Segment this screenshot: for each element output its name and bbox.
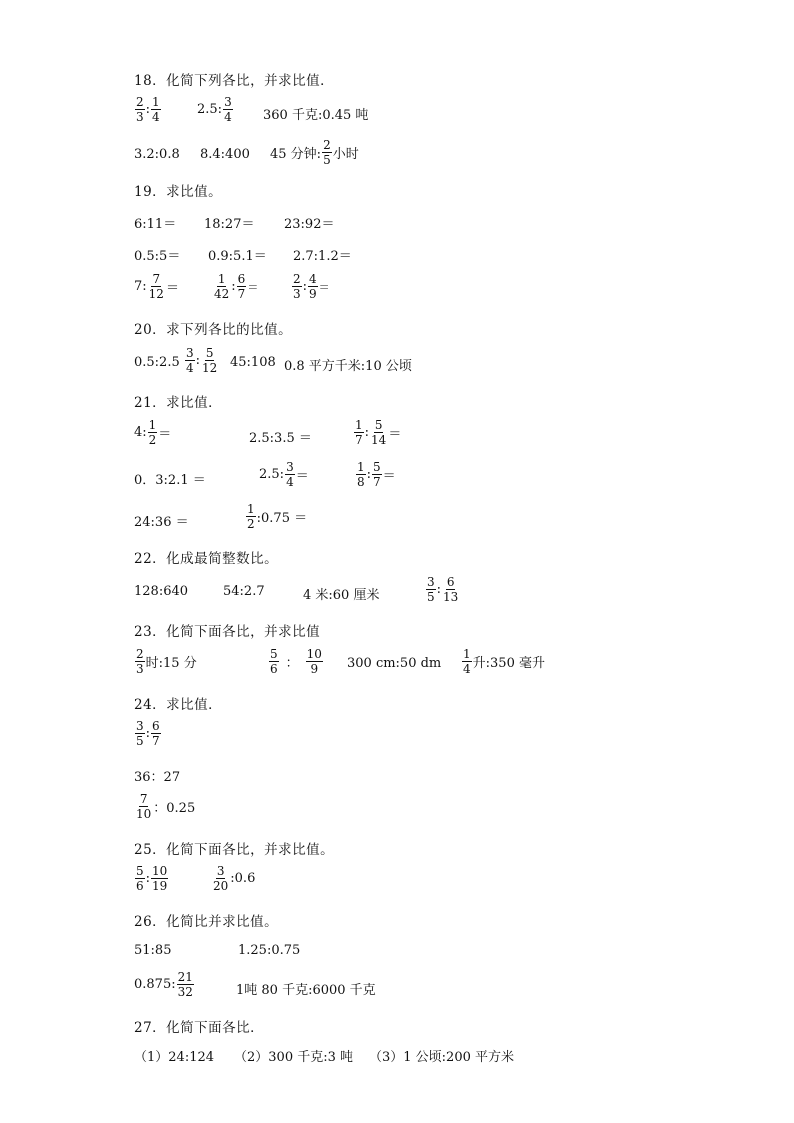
q19-r2-c: 2.7:1.2＝ (293, 249, 352, 264)
numerator: 3 (216, 864, 225, 878)
text-segment: : (364, 425, 370, 440)
q21-ratio-d: 0．3:2.1 ＝ (134, 473, 206, 488)
fraction (285, 461, 295, 488)
q26-ratio-d: 1吨 80 千克:6000 千克 (236, 983, 376, 998)
question-26-title: 26．化简比并求比值。 (134, 914, 279, 930)
numerator: 2 (136, 95, 144, 109)
fraction (148, 273, 165, 300)
numerator: 1 (148, 418, 157, 432)
numerator: 5 (136, 864, 144, 878)
question-25-title: 25．化简下面各比，并求比值。 (134, 842, 335, 858)
fraction (426, 576, 436, 603)
denominator: 2 (148, 433, 157, 447)
q19-r3-b (212, 273, 258, 300)
denominator: 42 (214, 287, 230, 301)
numerator: 2 (136, 647, 144, 661)
numerator: 3 (286, 460, 294, 474)
text-segment: ＝ (165, 281, 179, 296)
text-segment: ＝ (158, 427, 172, 442)
q26-ratio-b: 1.25:0.75 (238, 943, 301, 958)
q20-ratio-d: 0.8 平方千米:10 公顷 (284, 359, 412, 374)
numerator: 5 (373, 460, 381, 474)
q18-ratio-b (197, 96, 234, 123)
fraction (370, 419, 387, 446)
q24-ratio-c (134, 793, 195, 820)
q21-ratio-g: 24:36 ＝ (134, 515, 189, 530)
denominator: 6 (270, 662, 278, 676)
q19-r3-a (134, 273, 179, 300)
numerator: 3 (136, 719, 144, 733)
denominator: 9 (310, 662, 319, 676)
question-23-title: 23．化简下面各比，并求比值 (134, 624, 321, 640)
fraction (442, 576, 459, 603)
numerator: 1 (247, 502, 255, 516)
text-segment: ＝ (318, 280, 330, 294)
q26-ratio-a: 51:85 (134, 943, 172, 958)
denominator: 6 (136, 879, 144, 893)
question-24-title: 24．求比值． (134, 697, 223, 713)
q24-ratio-b: 36：27 (134, 770, 181, 785)
q23-ratio-a (134, 648, 197, 675)
fraction (151, 865, 168, 892)
q20-ratio-a: 0.5:2.5 (134, 355, 180, 370)
fraction (306, 648, 323, 675)
q23-ratio-b (268, 648, 324, 675)
q26-ratio-c (134, 971, 195, 998)
numerator: 5 (374, 418, 383, 432)
q24-ratio-a (134, 720, 162, 747)
fraction (269, 648, 279, 675)
text-segment: : (436, 582, 442, 597)
numerator: 1 (217, 272, 226, 286)
text-segment: ＝ (247, 280, 259, 294)
q21-ratio-c (353, 419, 401, 446)
fraction (322, 139, 332, 166)
q25-ratio-b (211, 865, 255, 892)
q18-ratio-a (134, 96, 162, 123)
text-segment: 4: (134, 425, 147, 440)
text-segment: ＝ (295, 469, 309, 484)
text-segment: : (302, 279, 308, 294)
numerator: 1 (152, 95, 160, 109)
text-segment: 2.5: (259, 467, 285, 482)
fraction (212, 865, 229, 892)
numerator: 6 (446, 575, 455, 589)
denominator: 12 (148, 287, 164, 301)
denominator: 14 (371, 433, 387, 447)
text-segment: : (145, 871, 151, 886)
q21-ratio-f (355, 461, 396, 488)
fraction (354, 419, 364, 446)
q23-ratio-c: 300 cm:50 dm (347, 656, 442, 671)
denominator: 4 (186, 361, 194, 375)
q20-ratio-c: 45:108 (230, 355, 276, 370)
question-27-title: 27．化简下面各比． (134, 1020, 265, 1036)
denominator: 7 (237, 287, 246, 301)
fraction (308, 273, 318, 300)
q21-ratio-b: 2.5:3.5 ＝ (249, 431, 312, 446)
text-segment: : (366, 467, 372, 482)
numerator: 2 (323, 138, 331, 152)
denominator: 32 (177, 985, 193, 999)
numerator: 5 (270, 647, 278, 661)
q27-item-3: （3）1 公顷:200 平方米 (369, 1050, 514, 1065)
numerator: 7 (152, 272, 161, 286)
q18-ratio-f (270, 139, 359, 166)
q19-r1-c: 23:92＝ (284, 217, 335, 232)
denominator: 3 (136, 662, 144, 676)
denominator: 13 (443, 590, 459, 604)
text-segment: 0.875: (134, 977, 176, 992)
question-22-title: 22．化成最简整数比。 (134, 551, 279, 567)
numerator: 1 (355, 418, 363, 432)
q27-item-2: （2）300 千克:3 吨 (234, 1050, 353, 1065)
denominator: 5 (427, 590, 435, 604)
q21-ratio-a (134, 419, 171, 446)
text-segment: 小时 (332, 147, 359, 162)
question-20-title: 20．求下列各比的比值。 (134, 322, 293, 338)
numerator: 7 (139, 792, 148, 806)
denominator: 9 (309, 287, 317, 301)
q19-r1-a: 6:11＝ (134, 217, 177, 232)
text-segment: ＝ (382, 469, 396, 484)
fraction (292, 273, 302, 300)
denominator: 7 (152, 734, 160, 748)
text-segment: ： (285, 656, 299, 671)
q27-item-1: （1）24:124 (134, 1050, 215, 1065)
question-19-title: 19．求比值。 (134, 184, 223, 200)
fraction (185, 347, 195, 374)
fraction (246, 503, 256, 530)
denominator: 4 (224, 110, 232, 124)
fraction (151, 720, 161, 747)
text-segment: : (231, 279, 236, 294)
numerator: 6 (152, 719, 160, 733)
q18-ratio-d: 3.2:0.8 (134, 147, 180, 162)
denominator: 5 (136, 734, 144, 748)
denominator: 2 (247, 517, 255, 531)
denominator: 7 (373, 475, 381, 489)
denominator: 3 (136, 110, 144, 124)
q23-ratio-d (461, 648, 545, 675)
q22-ratio-a: 128:640 (134, 584, 189, 599)
question-21-title: 21．求比值． (134, 395, 223, 411)
q22-ratio-b: 54:2.7 (223, 584, 265, 599)
fraction (201, 347, 218, 374)
fraction (356, 461, 366, 488)
numerator: 1 (463, 647, 471, 661)
fraction (135, 96, 145, 123)
denominator: 4 (463, 662, 471, 676)
numerator: 6 (237, 272, 246, 286)
fraction (135, 865, 145, 892)
denominator: 4 (152, 110, 160, 124)
q25-ratio-a (134, 865, 169, 892)
numerator: 4 (309, 272, 317, 286)
denominator: 20 (213, 879, 229, 893)
fraction (151, 96, 161, 123)
fraction (372, 461, 382, 488)
fraction (223, 96, 233, 123)
text-segment: ：0.25 (153, 801, 196, 816)
fraction (213, 273, 230, 300)
q20-ratio-b (184, 347, 219, 374)
denominator: 19 (152, 879, 168, 893)
q21-ratio-e (259, 461, 309, 488)
numerator: 10 (306, 647, 322, 661)
text-segment: 45 分钟: (270, 147, 322, 162)
text-segment: : (145, 726, 151, 741)
denominator: 3 (293, 287, 301, 301)
question-18-title: 18．化简下列各比，并求比值． (134, 73, 335, 89)
q19-r3-c (291, 273, 330, 300)
text-segment: 2.5: (197, 102, 223, 117)
q22-ratio-c: 4 米:60 厘米 (303, 588, 380, 603)
fraction (237, 273, 247, 300)
numerator: 10 (152, 864, 168, 878)
numerator: 2 (293, 272, 301, 286)
fraction (135, 720, 145, 747)
denominator: 12 (202, 361, 218, 375)
numerator: 3 (186, 346, 194, 360)
denominator: 5 (323, 153, 331, 167)
q18-ratio-e: 8.4:400 (200, 147, 250, 162)
denominator: 4 (286, 475, 294, 489)
q19-r2-b: 0.9:5.1＝ (208, 249, 267, 264)
numerator: 3 (224, 95, 232, 109)
fraction (135, 793, 152, 820)
numerator: 1 (357, 460, 365, 474)
text-segment: : (195, 353, 201, 368)
text-segment: ＝ (388, 427, 402, 442)
denominator: 10 (136, 807, 152, 821)
fraction (135, 648, 145, 675)
numerator: 5 (205, 346, 214, 360)
text-segment: 7: (134, 279, 147, 294)
q19-r2-a: 0.5:5＝ (134, 249, 181, 264)
text-segment: : (145, 102, 151, 117)
text-segment: :0.6 (230, 871, 256, 886)
q22-ratio-d (425, 576, 460, 603)
text-segment: 时:15 分 (145, 656, 197, 671)
numerator: 21 (177, 970, 193, 984)
fraction (148, 419, 158, 446)
text-segment: 升:350 毫升 (472, 656, 545, 671)
q18-ratio-c: 360 千克:0.45 吨 (263, 108, 369, 123)
text-segment: :0.75 ＝ (256, 511, 308, 526)
fraction (177, 971, 194, 998)
q21-ratio-h (245, 503, 307, 530)
numerator: 3 (427, 575, 435, 589)
fraction (462, 648, 472, 675)
denominator: 7 (355, 433, 363, 447)
q19-r1-b: 18:27＝ (204, 217, 255, 232)
denominator: 8 (357, 475, 365, 489)
